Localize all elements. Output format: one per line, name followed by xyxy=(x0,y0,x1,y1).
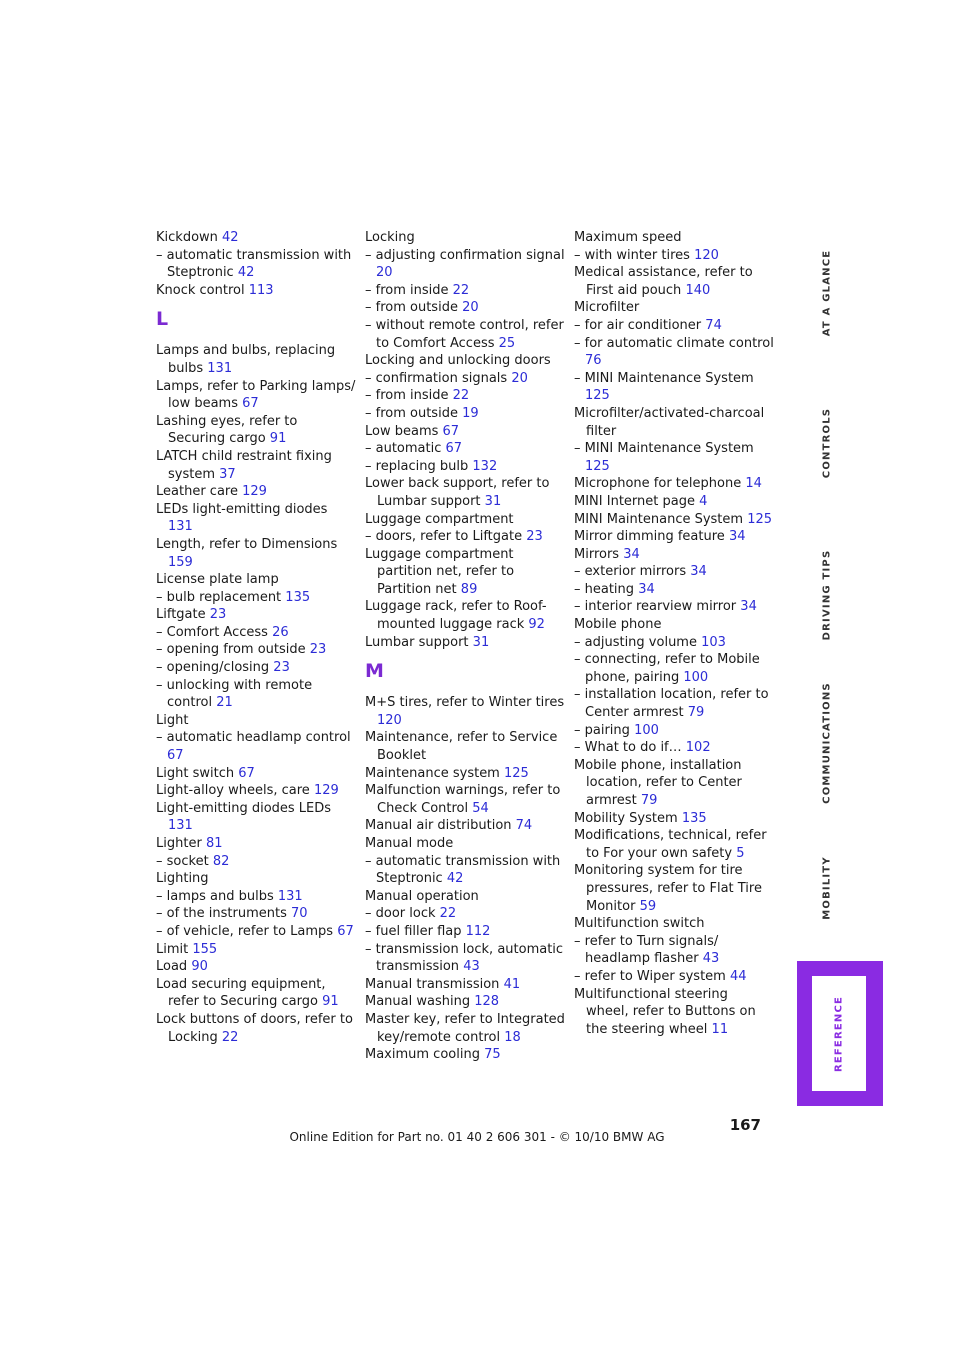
index-entry xyxy=(365,782,565,817)
index-entry xyxy=(156,800,356,835)
tab-at-a-glance[interactable] xyxy=(797,238,857,348)
index-entry xyxy=(365,352,565,370)
entry-text: Length, refer to Dimensions xyxy=(156,536,338,552)
index-subentry xyxy=(574,317,774,335)
entry-text: Lock buttons of doors, refer to Locking xyxy=(156,1011,353,1045)
entry-text: Kickdown xyxy=(156,230,218,245)
index-entry xyxy=(365,634,565,652)
entry-text: Mirror dimming feature xyxy=(574,529,725,545)
index-subentry xyxy=(156,659,356,677)
page-link[interactable]: 23 xyxy=(309,642,327,658)
page-link[interactable]: 131 xyxy=(168,818,193,834)
index-letter-heading: M xyxy=(365,660,384,683)
index-entry xyxy=(156,448,356,483)
index-column-1 xyxy=(156,229,356,1046)
page-link[interactable]: 21 xyxy=(216,695,233,711)
index-column-2 xyxy=(365,229,565,1064)
index-entry xyxy=(365,765,565,783)
index-subentry xyxy=(365,923,565,941)
tab-driving-tips[interactable] xyxy=(797,540,857,650)
entry-text: – exterior mirrors xyxy=(574,564,687,580)
entry-text: Luggage rack, refer to Roof-mounted luggage rack xyxy=(365,599,547,633)
entry-text: Manual mode xyxy=(365,836,454,851)
entry-text: Knock control xyxy=(156,282,245,298)
index-entry xyxy=(156,941,356,959)
page-link[interactable]: 135 xyxy=(681,810,707,826)
page-link[interactable]: 100 xyxy=(683,669,709,685)
page-link[interactable]: 42 xyxy=(222,230,239,245)
entry-text: – with winter tires xyxy=(574,247,690,263)
index-subentry xyxy=(574,247,774,265)
page-link[interactable]: 19 xyxy=(462,405,479,421)
index-subentry xyxy=(156,624,356,642)
page-link[interactable]: 120 xyxy=(377,712,402,728)
index-subentry xyxy=(365,853,565,888)
page-link[interactable]: 44 xyxy=(729,968,747,984)
index-subentry xyxy=(365,282,565,300)
index-entry xyxy=(156,571,356,589)
index-entry xyxy=(156,413,356,448)
index-entry xyxy=(574,229,774,247)
page-link[interactable]: 125 xyxy=(585,388,610,404)
page-link[interactable]: 31 xyxy=(472,634,490,650)
entry-text: – automatic transmission with Steptronic xyxy=(156,247,352,281)
page-link[interactable]: 20 xyxy=(376,265,393,281)
entry-text: Light-emitting diodes LEDs xyxy=(156,800,332,816)
index-entry xyxy=(365,729,565,764)
index-subentry xyxy=(574,933,774,968)
entry-text: Manual transmission xyxy=(365,976,500,992)
index-entry xyxy=(574,862,774,915)
page-link[interactable]: 102 xyxy=(685,740,711,756)
index-subentry xyxy=(156,641,356,659)
page-link[interactable]: 129 xyxy=(242,484,267,500)
entry-text: Microphone for telephone xyxy=(574,476,742,492)
page-link[interactable]: 59 xyxy=(639,898,657,914)
entry-text: – MINI Maintenance System xyxy=(574,441,754,457)
entry-text: Luggage compartment xyxy=(365,511,514,527)
entry-text: Light xyxy=(156,712,189,728)
entry-text: – replacing bulb xyxy=(365,458,469,474)
page-link[interactable]: 131 xyxy=(168,519,193,535)
index-subentry xyxy=(574,598,774,616)
page-link[interactable]: 90 xyxy=(191,959,208,975)
entry-text: Malfunction warnings, refer to Check Control xyxy=(365,783,561,816)
index-entry xyxy=(574,810,774,828)
page-link[interactable]: 34 xyxy=(638,581,655,597)
index-entry xyxy=(574,616,774,634)
entry-text: Load xyxy=(156,959,188,975)
entry-text: – Comfort Access xyxy=(156,624,268,640)
page-link[interactable]: 140 xyxy=(685,282,711,298)
tab-controls[interactable] xyxy=(797,388,857,498)
index-entry xyxy=(156,870,356,888)
index-entry xyxy=(574,757,774,810)
page-link[interactable]: 20 xyxy=(511,370,528,386)
page-link[interactable]: 54 xyxy=(472,800,489,816)
tab-driving-tips-label: DRIVING TIPS xyxy=(821,549,833,641)
index-entry xyxy=(156,976,356,1011)
index-entry xyxy=(574,915,774,933)
entry-text: Low beams xyxy=(365,423,439,439)
index-entry xyxy=(156,483,356,501)
tab-mobility-label: MOBILITY xyxy=(821,856,833,920)
entry-text: Maximum speed xyxy=(574,230,682,245)
footer-text: Online Edition for Part no. 01 40 2 606 301 - © 10/10 BMW AG xyxy=(289,1130,665,1144)
entry-text: – pairing xyxy=(574,722,630,738)
index-subentry xyxy=(156,589,356,607)
page-link[interactable]: 34 xyxy=(728,529,746,545)
entry-text: – connecting, refer to Mobile phone, pairing xyxy=(574,652,760,685)
index-entry xyxy=(365,475,565,510)
page-link[interactable]: 132 xyxy=(472,458,498,474)
entry-text: – What to do if… xyxy=(574,740,682,756)
page-link[interactable]: 23 xyxy=(273,660,290,676)
index-subentry xyxy=(574,968,774,986)
page-link[interactable]: 74 xyxy=(705,317,722,333)
page-link[interactable]: 131 xyxy=(207,360,233,376)
index-entry xyxy=(156,835,356,853)
index-entry xyxy=(574,264,774,299)
index-subentry xyxy=(365,941,565,976)
page-link[interactable]: 92 xyxy=(528,617,545,633)
index-subentry xyxy=(156,905,356,923)
entry-text: – doors, refer to Liftgate xyxy=(365,529,523,545)
page-link[interactable]: 70 xyxy=(290,906,308,922)
entry-text: – opening from outside xyxy=(156,642,306,658)
index-subentry xyxy=(156,247,356,282)
page-link[interactable]: 34 xyxy=(740,599,757,615)
entry-text: – from outside xyxy=(365,405,458,421)
entry-text: – door lock xyxy=(365,906,436,922)
entry-text: Load securing equipment, refer to Securing cargo xyxy=(156,976,326,1010)
page-link[interactable]: 89 xyxy=(460,581,478,597)
index-subentry xyxy=(156,677,356,712)
index-entry xyxy=(365,1046,565,1064)
entry-text: Lumbar support xyxy=(365,634,469,650)
index-subentry xyxy=(156,853,356,871)
page-link[interactable]: 14 xyxy=(745,476,762,492)
index-entry xyxy=(365,993,565,1011)
tab-at-a-glance-label: AT A GLANCE xyxy=(821,249,833,337)
entry-text: M+S tires, refer to Winter tires xyxy=(365,695,565,711)
index-entry xyxy=(156,712,356,730)
page-link[interactable]: 75 xyxy=(484,1047,501,1063)
entry-text: Mirrors xyxy=(574,546,620,562)
page-link[interactable]: 4 xyxy=(699,493,708,509)
page-link[interactable]: 43 xyxy=(702,951,720,967)
page-link[interactable]: 22 xyxy=(439,906,457,922)
page-link[interactable]: 155 xyxy=(192,941,218,957)
index-subentry xyxy=(156,729,356,764)
page-link[interactable]: 22 xyxy=(452,282,470,298)
index-subentry xyxy=(365,405,565,423)
entry-text: Monitoring system for tire pressures, refer to Flat Tire Monitor xyxy=(574,863,762,914)
index-entry xyxy=(574,546,774,564)
page-link[interactable]: 23 xyxy=(526,529,543,545)
index-subentry xyxy=(365,440,565,458)
page-link[interactable]: 125 xyxy=(585,458,610,474)
page-link[interactable]: 125 xyxy=(747,511,773,527)
entry-text: Maintenance, refer to Service Booklet xyxy=(365,730,558,764)
index-entry xyxy=(365,598,565,633)
index-entry xyxy=(365,229,565,247)
entry-text: Lamps and bulbs, replacing bulbs xyxy=(156,343,336,376)
page-link[interactable]: 129 xyxy=(313,783,339,799)
entry-text: Light-alloy wheels, care xyxy=(156,783,310,799)
page-link[interactable]: 91 xyxy=(322,994,339,1010)
entry-text: – refer to Wiper system xyxy=(574,968,726,984)
index-subentry xyxy=(365,458,565,476)
page-link[interactable]: 26 xyxy=(272,624,289,640)
tab-reference-label: REFERENCE xyxy=(833,995,845,1072)
tab-communications[interactable] xyxy=(797,682,857,804)
page-link[interactable]: 100 xyxy=(634,722,659,738)
page-link[interactable]: 125 xyxy=(504,765,529,781)
entry-text: Lighter xyxy=(156,836,202,851)
index-subentry xyxy=(574,722,774,740)
index-entry xyxy=(574,986,774,1039)
index-entry xyxy=(574,827,774,862)
index-subentry xyxy=(574,686,774,721)
entry-text: – interior rearview mirror xyxy=(574,599,737,615)
entry-text: Limit xyxy=(156,941,189,957)
entry-text: – automatic transmission with Steptronic xyxy=(365,853,561,887)
page-link[interactable]: 41 xyxy=(503,976,521,992)
page-link[interactable]: 159 xyxy=(168,554,193,570)
index-entry xyxy=(574,475,774,493)
index-entry xyxy=(156,378,356,413)
page-link[interactable]: 74 xyxy=(515,818,533,834)
page-link[interactable]: 34 xyxy=(623,546,640,562)
index-entry xyxy=(365,976,565,994)
index-subentry xyxy=(365,370,565,388)
page-link[interactable]: 113 xyxy=(248,282,274,298)
index-subentry xyxy=(365,528,565,546)
page-link[interactable]: 25 xyxy=(498,335,516,351)
page-link[interactable]: 135 xyxy=(285,589,311,605)
entry-text: – of the instruments xyxy=(156,906,287,922)
entry-text: – adjusting confirmation signal xyxy=(365,247,565,263)
index-subentry xyxy=(574,739,774,757)
index-entry xyxy=(156,501,356,536)
index-subentry xyxy=(365,317,565,352)
entry-text: – unlocking with remote control xyxy=(156,677,313,711)
entry-text: MINI Internet page xyxy=(574,493,695,509)
entry-text: – installation location, refer to Center armrest xyxy=(574,687,769,721)
entry-text: Mobility System xyxy=(574,810,678,826)
entry-text: Locking xyxy=(365,230,415,245)
page-link[interactable]: 22 xyxy=(452,388,470,404)
index-subentry xyxy=(156,888,356,906)
page-link[interactable]: 103 xyxy=(701,634,726,650)
index-column-3 xyxy=(574,229,774,1038)
entry-text: Lower back support, refer to Lumbar support xyxy=(365,476,550,509)
index-entry xyxy=(574,528,774,546)
index-subentry xyxy=(365,247,565,282)
index-subentry xyxy=(574,335,774,370)
entry-text: Manual operation xyxy=(365,888,479,904)
index-entry xyxy=(156,282,356,300)
entry-text: – automatic xyxy=(365,441,442,457)
page-link[interactable]: 22 xyxy=(221,1029,239,1045)
entry-text: Manual washing xyxy=(365,994,471,1010)
entry-text: Lighting xyxy=(156,871,209,887)
entry-text: – from inside xyxy=(365,388,449,404)
entry-text: Maintenance system xyxy=(365,765,500,781)
page-link[interactable]: 34 xyxy=(690,564,707,580)
page-link[interactable]: 67 xyxy=(242,396,259,412)
tab-controls-label: CONTROLS xyxy=(821,407,833,479)
index-entry xyxy=(574,299,774,317)
page-link[interactable]: 82 xyxy=(212,853,230,869)
index-entry xyxy=(156,1011,356,1046)
entry-text: – opening/closing xyxy=(156,660,270,676)
entry-text: – automatic headlamp control xyxy=(156,730,351,746)
index-entry xyxy=(156,958,356,976)
entry-text: Luggage compartment partition net, refer to Partition net xyxy=(365,546,515,597)
index-subentry xyxy=(574,370,774,405)
entry-text: – adjusting volume xyxy=(574,634,697,650)
page-link[interactable]: 31 xyxy=(484,493,502,509)
index-entry xyxy=(365,511,565,529)
index-subentry xyxy=(574,581,774,599)
entry-text: – without remote control, refer to Comfort Access xyxy=(365,317,564,351)
tab-communications-label: COMMUNICATIONS xyxy=(821,682,833,804)
index-entry xyxy=(365,694,565,729)
entry-text: Microfilter/activated-charcoal filter xyxy=(574,405,765,439)
index-letter-heading: L xyxy=(156,308,169,331)
entry-text: License plate lamp xyxy=(156,572,279,588)
entry-text: – MINI Maintenance System xyxy=(574,370,754,386)
index-subentry xyxy=(365,387,565,405)
entry-text: Leather care xyxy=(156,484,238,500)
index-entry xyxy=(156,606,356,624)
page-link[interactable]: 23 xyxy=(209,607,227,623)
entry-text: – fuel filler flap xyxy=(365,923,462,939)
page-link[interactable]: 67 xyxy=(337,923,354,939)
tab-reference[interactable] xyxy=(797,961,883,1106)
index-entry xyxy=(365,817,565,835)
entry-text: Maximum cooling xyxy=(365,1047,480,1063)
page-link[interactable]: 131 xyxy=(277,888,303,904)
page-link[interactable]: 67 xyxy=(238,765,255,781)
entry-text: Locking and unlocking doors xyxy=(365,353,551,369)
page-link[interactable]: 67 xyxy=(445,441,463,457)
entry-text: – lamps and bulbs xyxy=(156,888,274,904)
index-entry xyxy=(156,536,356,571)
page-link[interactable]: 42 xyxy=(446,871,464,887)
index-entry xyxy=(365,546,565,599)
page-link[interactable]: 128 xyxy=(474,994,500,1010)
entry-text: Mobile phone, installation location, refer to Center armrest xyxy=(574,757,742,808)
entry-text: Multifunction switch xyxy=(574,916,705,932)
entry-text: – of vehicle, refer to Lamps xyxy=(156,923,334,939)
page-link[interactable]: 20 xyxy=(462,300,479,316)
entry-text: – socket xyxy=(156,853,209,869)
index-subentry xyxy=(156,923,356,941)
entry-text: – refer to Turn signals/ headlamp flasher xyxy=(574,933,719,967)
page-link[interactable]: 76 xyxy=(585,353,602,369)
index-subentry xyxy=(574,634,774,652)
index-entry xyxy=(156,765,356,783)
entry-text: – for automatic climate control xyxy=(574,335,774,351)
tab-mobility[interactable] xyxy=(797,833,857,943)
entry-text: Master key, refer to Integrated key/remote control xyxy=(365,1011,565,1045)
entry-text: – bulb replacement xyxy=(156,589,282,605)
page-link[interactable]: 120 xyxy=(694,247,719,263)
index-entry xyxy=(365,835,565,853)
entry-text: MINI Maintenance System xyxy=(574,511,744,527)
entry-text: Manual air distribution xyxy=(365,818,512,834)
index-entry xyxy=(574,493,774,511)
index-entry xyxy=(156,229,356,247)
page-link[interactable]: 79 xyxy=(640,793,658,808)
entry-text: Mobile phone xyxy=(574,617,662,633)
index-subentry xyxy=(365,299,565,317)
page-link[interactable]: 79 xyxy=(687,705,705,721)
entry-text: – from outside xyxy=(365,300,458,316)
page-link[interactable]: 42 xyxy=(237,265,255,281)
page-link[interactable]: 91 xyxy=(269,431,287,447)
entry-text: LEDs light-emitting diodes xyxy=(156,501,328,517)
entry-text: Lashing eyes, refer to Securing cargo xyxy=(156,413,298,447)
page-number: 167 xyxy=(729,1116,761,1134)
tab-reference-panel xyxy=(812,976,866,1091)
entry-text: Lamps, refer to Parking lamps/ low beams xyxy=(156,378,356,412)
entry-text: Liftgate xyxy=(156,607,206,623)
index-entry xyxy=(574,511,774,529)
page-link[interactable]: 67 xyxy=(167,748,184,764)
index-entry xyxy=(156,342,356,377)
index-entry xyxy=(156,782,356,800)
entry-text: – from inside xyxy=(365,282,449,298)
entry-text: – confirmation signals xyxy=(365,370,508,386)
index-subentry xyxy=(574,440,774,475)
entry-text: Light switch xyxy=(156,765,235,781)
entry-text: – for air conditioner xyxy=(574,317,702,333)
page-link[interactable]: 5 xyxy=(736,845,745,861)
entry-text: Medical assistance, refer to First aid pouch xyxy=(574,265,753,298)
page-link[interactable]: 11 xyxy=(711,1021,729,1037)
index-entry xyxy=(365,888,565,906)
entry-text: Microfilter xyxy=(574,300,640,316)
entry-text: – heating xyxy=(574,581,635,597)
entry-text: Multifunctional steering wheel, refer to Buttons on the steering wheel xyxy=(574,986,756,1037)
index-entry xyxy=(365,423,565,441)
entry-text: – transmission lock, automatic transmission xyxy=(365,941,564,975)
page-link[interactable]: 18 xyxy=(504,1029,521,1045)
index-entry xyxy=(365,1011,565,1046)
index-subentry xyxy=(574,563,774,581)
index-subentry xyxy=(574,651,774,686)
page-link[interactable]: 37 xyxy=(219,466,236,482)
page-link[interactable]: 43 xyxy=(463,959,480,975)
index-entry xyxy=(574,405,774,440)
page-link[interactable]: 112 xyxy=(465,923,491,939)
page-link[interactable]: 81 xyxy=(205,836,223,851)
page-link[interactable]: 67 xyxy=(442,423,460,439)
entry-text: Modifications, technical, refer to For your own safety xyxy=(574,828,767,861)
index-subentry xyxy=(365,905,565,923)
entry-text: LATCH child restraint fixing system xyxy=(156,448,332,482)
